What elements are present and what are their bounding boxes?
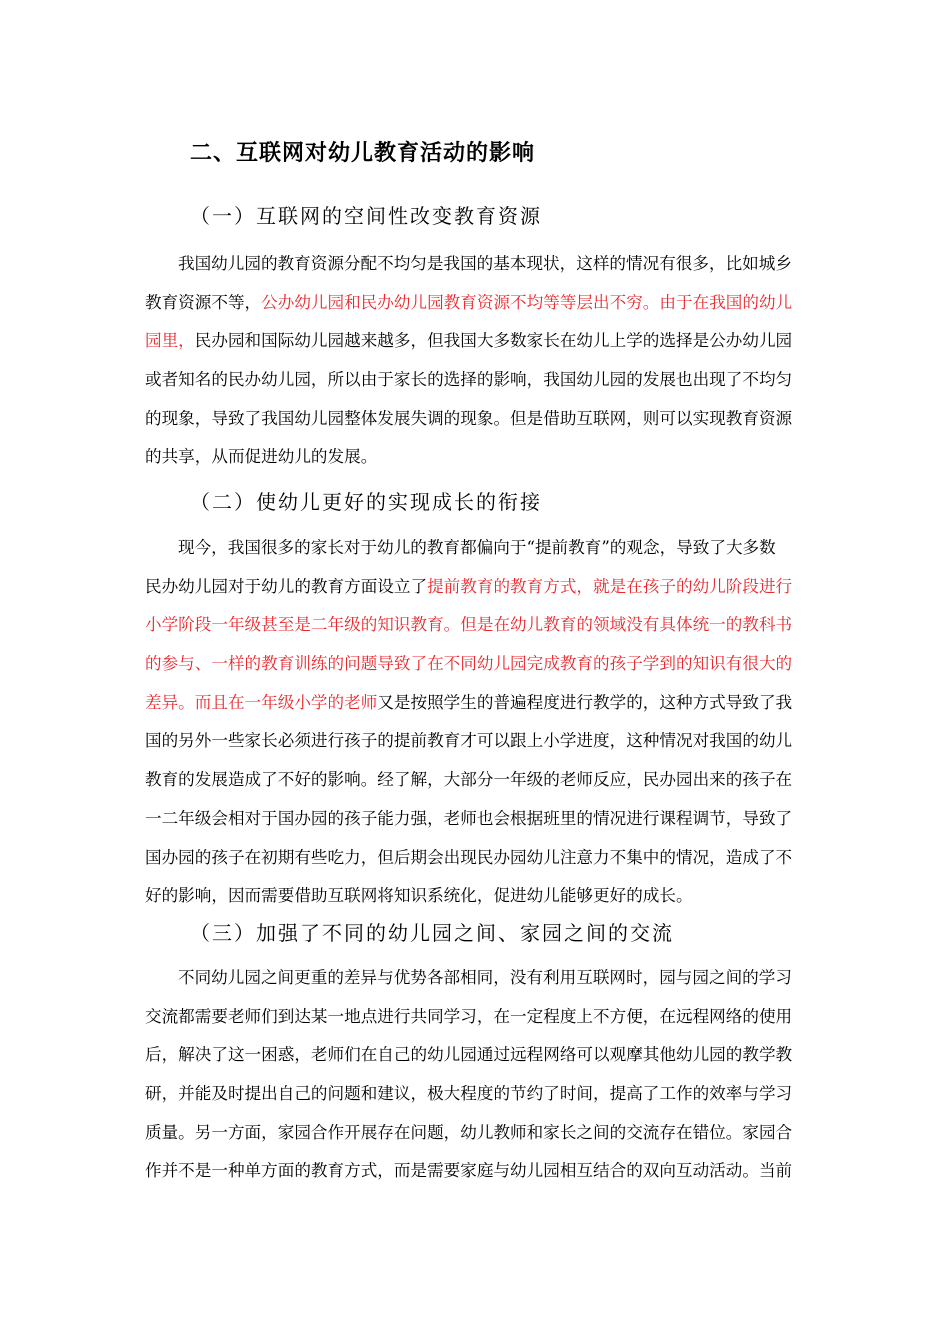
body-text: 或者知名的民办幼儿园，所以由于家长的选择的影响，我国幼儿园的发展也出现了不均匀 [145,370,793,390]
body-text: 教育资源不等， [145,292,262,312]
paragraph-1 [145,245,807,477]
body-text: 好的影响，因而需要借助互联网将知识系统化，促进幼儿能够更好的成长。 [145,886,693,906]
text-line [145,568,807,607]
body-text: 民办幼儿园对于幼儿的教育方面设立了 [145,576,428,596]
text-line [145,322,807,361]
text-line [145,959,807,998]
text-line [145,529,807,568]
text-line [145,998,807,1037]
body-text: 一二年级会相对于国办园的孩子能力强，老师也会根据班里的情况进行课程调节，导致了 [145,808,793,828]
body-text: 又是按照学生的普遍程度进行教学的，这种方式导致了我 [377,692,793,712]
body-text: 后，解决了这一困惑，老师们在自己的幼儿园通过远程网络可以观摩其他幼儿园的教学教 [145,1045,793,1065]
body-text: 国办园的孩子在初期有些吃力，但后期会出现民办园幼儿注意力不集中的情况，造成了不 [145,847,793,867]
text-line [145,645,807,684]
text-line [145,1075,807,1114]
paragraph-3 [145,959,807,1191]
body-text: 质量。另一方面，家园合作开展存在问题，幼儿教师和家长之间的交流存在错位。家园合 [145,1122,793,1142]
highlighted-text: 差异。而且在一年级小学的老师 [145,692,378,712]
subsection-heading-2: （二）使幼儿更好的实现成长的衔接 [190,490,542,514]
text-line [145,438,807,477]
text-line [145,761,807,800]
body-text: 作并不是一种单方面的教育方式，而是需要家庭与幼儿园相互结合的双向互动活动。当前 [145,1161,793,1181]
body-text: 不同幼儿园之间更重的差异与优势各部相同，没有利用互联网时，园与园之间的学习 [178,968,792,987]
body-text: 现今，我国很多的家长对于幼儿的教育都偏向于“提前教育”的观念，导致了大多数 [178,538,776,557]
highlighted-text: 园里， [145,331,195,351]
highlighted-text: 提前教育的教育方式，就是在孩子的幼儿阶段进行 [427,576,793,596]
text-line [145,877,807,916]
highlighted-text: 的参与、一样的教育训练的问题导致了在不同幼儿园完成教育的孩子学到的知识有很大的 [145,654,793,674]
text-line [145,400,807,439]
body-text: 的现象，导致了我国幼儿园整体发展失调的现象。但是借助互联网，则可以实现教育资源 [145,408,793,428]
text-line [145,800,807,839]
text-line [145,245,807,284]
subsection-heading-1: （一）互联网的空间性改变教育资源 [190,204,542,228]
body-text: 的共享，从而促进幼儿的发展。 [145,447,378,467]
text-line [145,1114,807,1153]
body-text: 交流都需要老师们到达某一地点进行共同学习，在一定程度上不方便，在远程网络的使用 [145,1006,793,1026]
body-text: 民办园和国际幼儿园越来越多，但我国大多数家长在幼儿上学的选择是公办幼儿园 [194,331,793,351]
text-line [145,722,807,761]
paragraph-2 [145,529,807,916]
body-text: 国的另外一些家长必须进行孩子的提前教育才可以跟上小学进度，这种情况对我国的幼儿 [145,731,793,751]
text-line [145,1036,807,1075]
text-line [145,606,807,645]
highlighted-text: 小学阶段一年级甚至是二年级的知识教育。但是在幼儿教育的领域没有具体统一的教科书 [145,615,793,635]
body-text: 教育的发展造成了不好的影响。经了解，大部分一年级的老师反应，民办园出来的孩子在 [145,770,793,790]
text-line [145,361,807,400]
text-line [145,684,807,723]
text-line [145,284,807,323]
subsection-heading-3: （三）加强了不同的幼儿园之间、家园之间的交流 [190,921,674,945]
section-title: 二、互联网对幼儿教育活动的影响 [190,141,536,166]
highlighted-text: 公办幼儿园和民办幼儿园教育资源不均等等层出不穷。由于在我国的幼儿 [261,292,793,312]
body-text: 研，并能及时提出自己的问题和建议，极大程度的节约了时间，提高了工作的效率与学习 [145,1084,793,1104]
text-line [145,839,807,878]
body-text: 我国幼儿园的教育资源分配不均匀是我国的基本现状，这样的情况有很多，比如城乡 [178,254,792,273]
text-line [145,1152,807,1191]
